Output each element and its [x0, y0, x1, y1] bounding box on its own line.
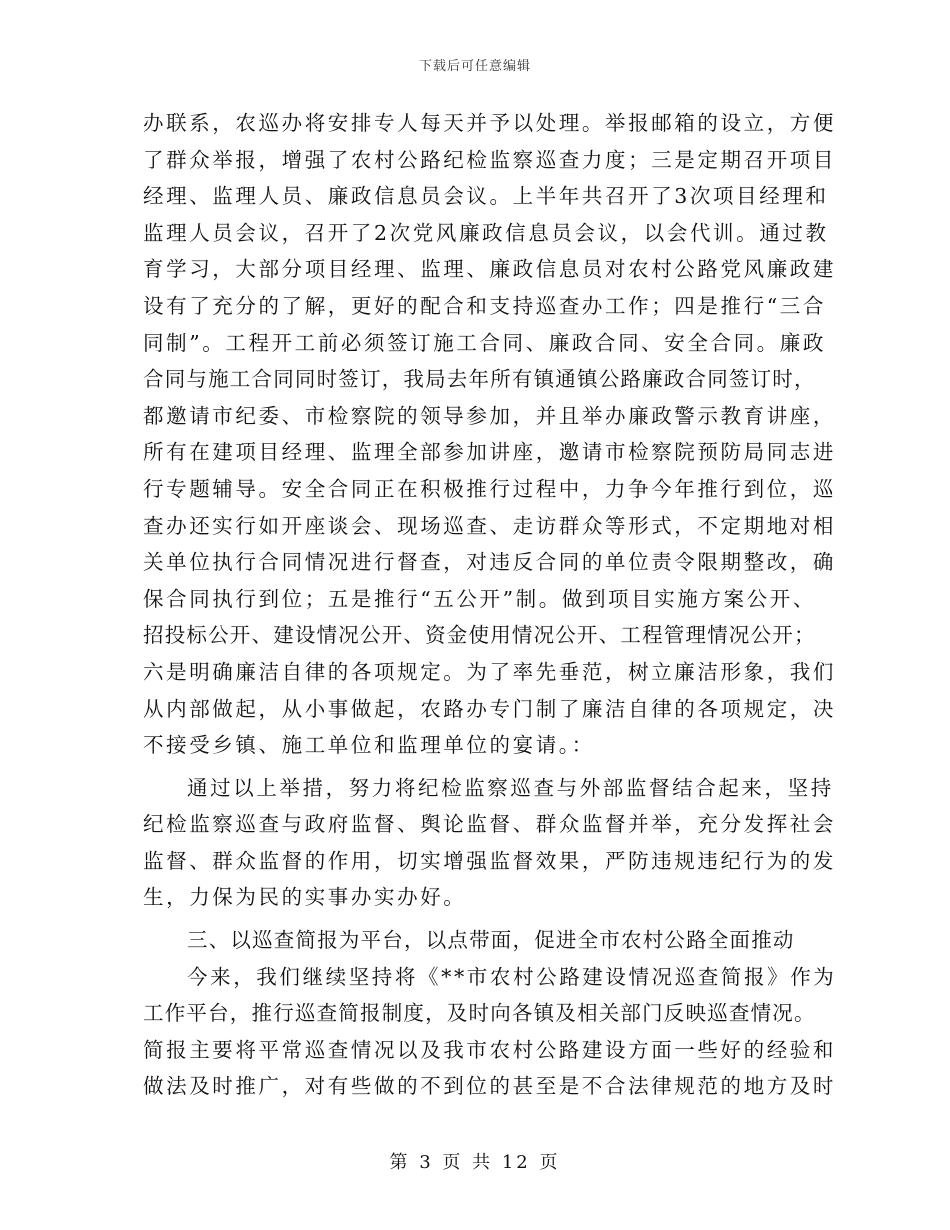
- text-line: 了群众举报，增强了农村公路纪检监察巡查力度；三是定期召开项目: [143, 147, 836, 172]
- text-line: 招投标公开、建设情况公开、资金使用情况公开、工程管理情况公开；: [143, 623, 816, 648]
- text-line: 办联系，农巡办将安排专人每天并予以处理。举报邮箱的设立，方便: [143, 111, 836, 135]
- text-line: 工作平台，推行巡查简报制度，及时向各镇及相关部门反映巡查情况。: [143, 1001, 816, 1026]
- text-line: 关单位执行合同情况进行督查，对违反合同的单位责令限期整改，确: [143, 550, 836, 575]
- text-line: 行专题辅导。安全合同正在积极推行过程中，力争今年推行到位，巡: [143, 476, 836, 501]
- document-body: [143, 105, 837, 1105]
- text-line: 不接受乡镇、施工单位和监理单位的宴请。：: [143, 733, 595, 758]
- text-line: 同制”。工程开工前必须签订施工合同、廉政合同、安全合同。廉政: [143, 330, 826, 355]
- text-line: 生，力保为民的实事办实办好。: [143, 885, 467, 910]
- text-line: 育学习，大部分项目经理、监理、廉政信息员对农村公路党风廉政建: [143, 257, 836, 282]
- text-line: 今来，我们继续坚持将《**市农村公路建设情况巡查简报》作为: [187, 964, 837, 989]
- text-line: 查办还实行如开座谈会、现场巡查、走访群众等形式，不定期地对相: [143, 513, 836, 538]
- text-line: 简报主要将平常巡查情况以及我市农村公路建设方面一些好的经验和: [143, 1037, 836, 1062]
- text-line: 纪检监察巡查与政府监督、舆论监督、群众监督并举，充分发挥社会: [143, 812, 836, 837]
- text-line: 做法及时推广，对有些做的不到位的甚至是不合法律规范的地方及时: [143, 1074, 836, 1099]
- text-line: 所有在建项目经理、监理全部参加讲座，邀请市检察院预防局同志进: [143, 440, 836, 465]
- text-line: 都邀请市纪委、市检察院的领导参加，并且举办廉政警示教育讲座，: [143, 403, 836, 428]
- text-line: 六是明确廉洁自律的各项规定。为了率先垂范，树立廉洁形象，我们: [143, 659, 836, 684]
- paragraph-1: [143, 105, 836, 764]
- text-line: 设有了充分的了解，更好的配合和支持巡查办工作；四是推行“三合: [143, 293, 826, 318]
- paragraph-2: [143, 770, 836, 916]
- text-line: 监理人员会议，召开了2次党风廉政信息员会议，以会代训。通过教: [143, 220, 829, 245]
- page-header: 下载后可任意编辑: [418, 59, 531, 74]
- section-heading: 三、以巡查简报为平台，以点带面，促进全市农村公路全面推动: [187, 928, 795, 953]
- text-line: 从内部做起，从小事做起，农路办专门制了廉洁自律的各项规定，决: [143, 696, 836, 721]
- page-number-footer: 第 3 页 共 12 页: [389, 1152, 561, 1173]
- text-line: 监督、群众监督的作用，切实增强监督效果，严防违规违纪行为的发: [143, 848, 836, 873]
- paragraph-3: [143, 959, 837, 1105]
- text-line: 经理、监理人员、廉政信息员会议。上半年共召开了3次项目经理和: [143, 184, 829, 209]
- text-line: 通过以上举措，努力将纪检监察巡查与外部监督结合起来，坚持: [187, 775, 834, 800]
- text-line: 保合同执行到位；五是推行“五公开”制。做到项目实施方案公开、: [143, 586, 816, 611]
- text-line: 合同与施工合同同时签订，我局去年所有镇通镇公路廉政合同签订时，: [143, 367, 816, 392]
